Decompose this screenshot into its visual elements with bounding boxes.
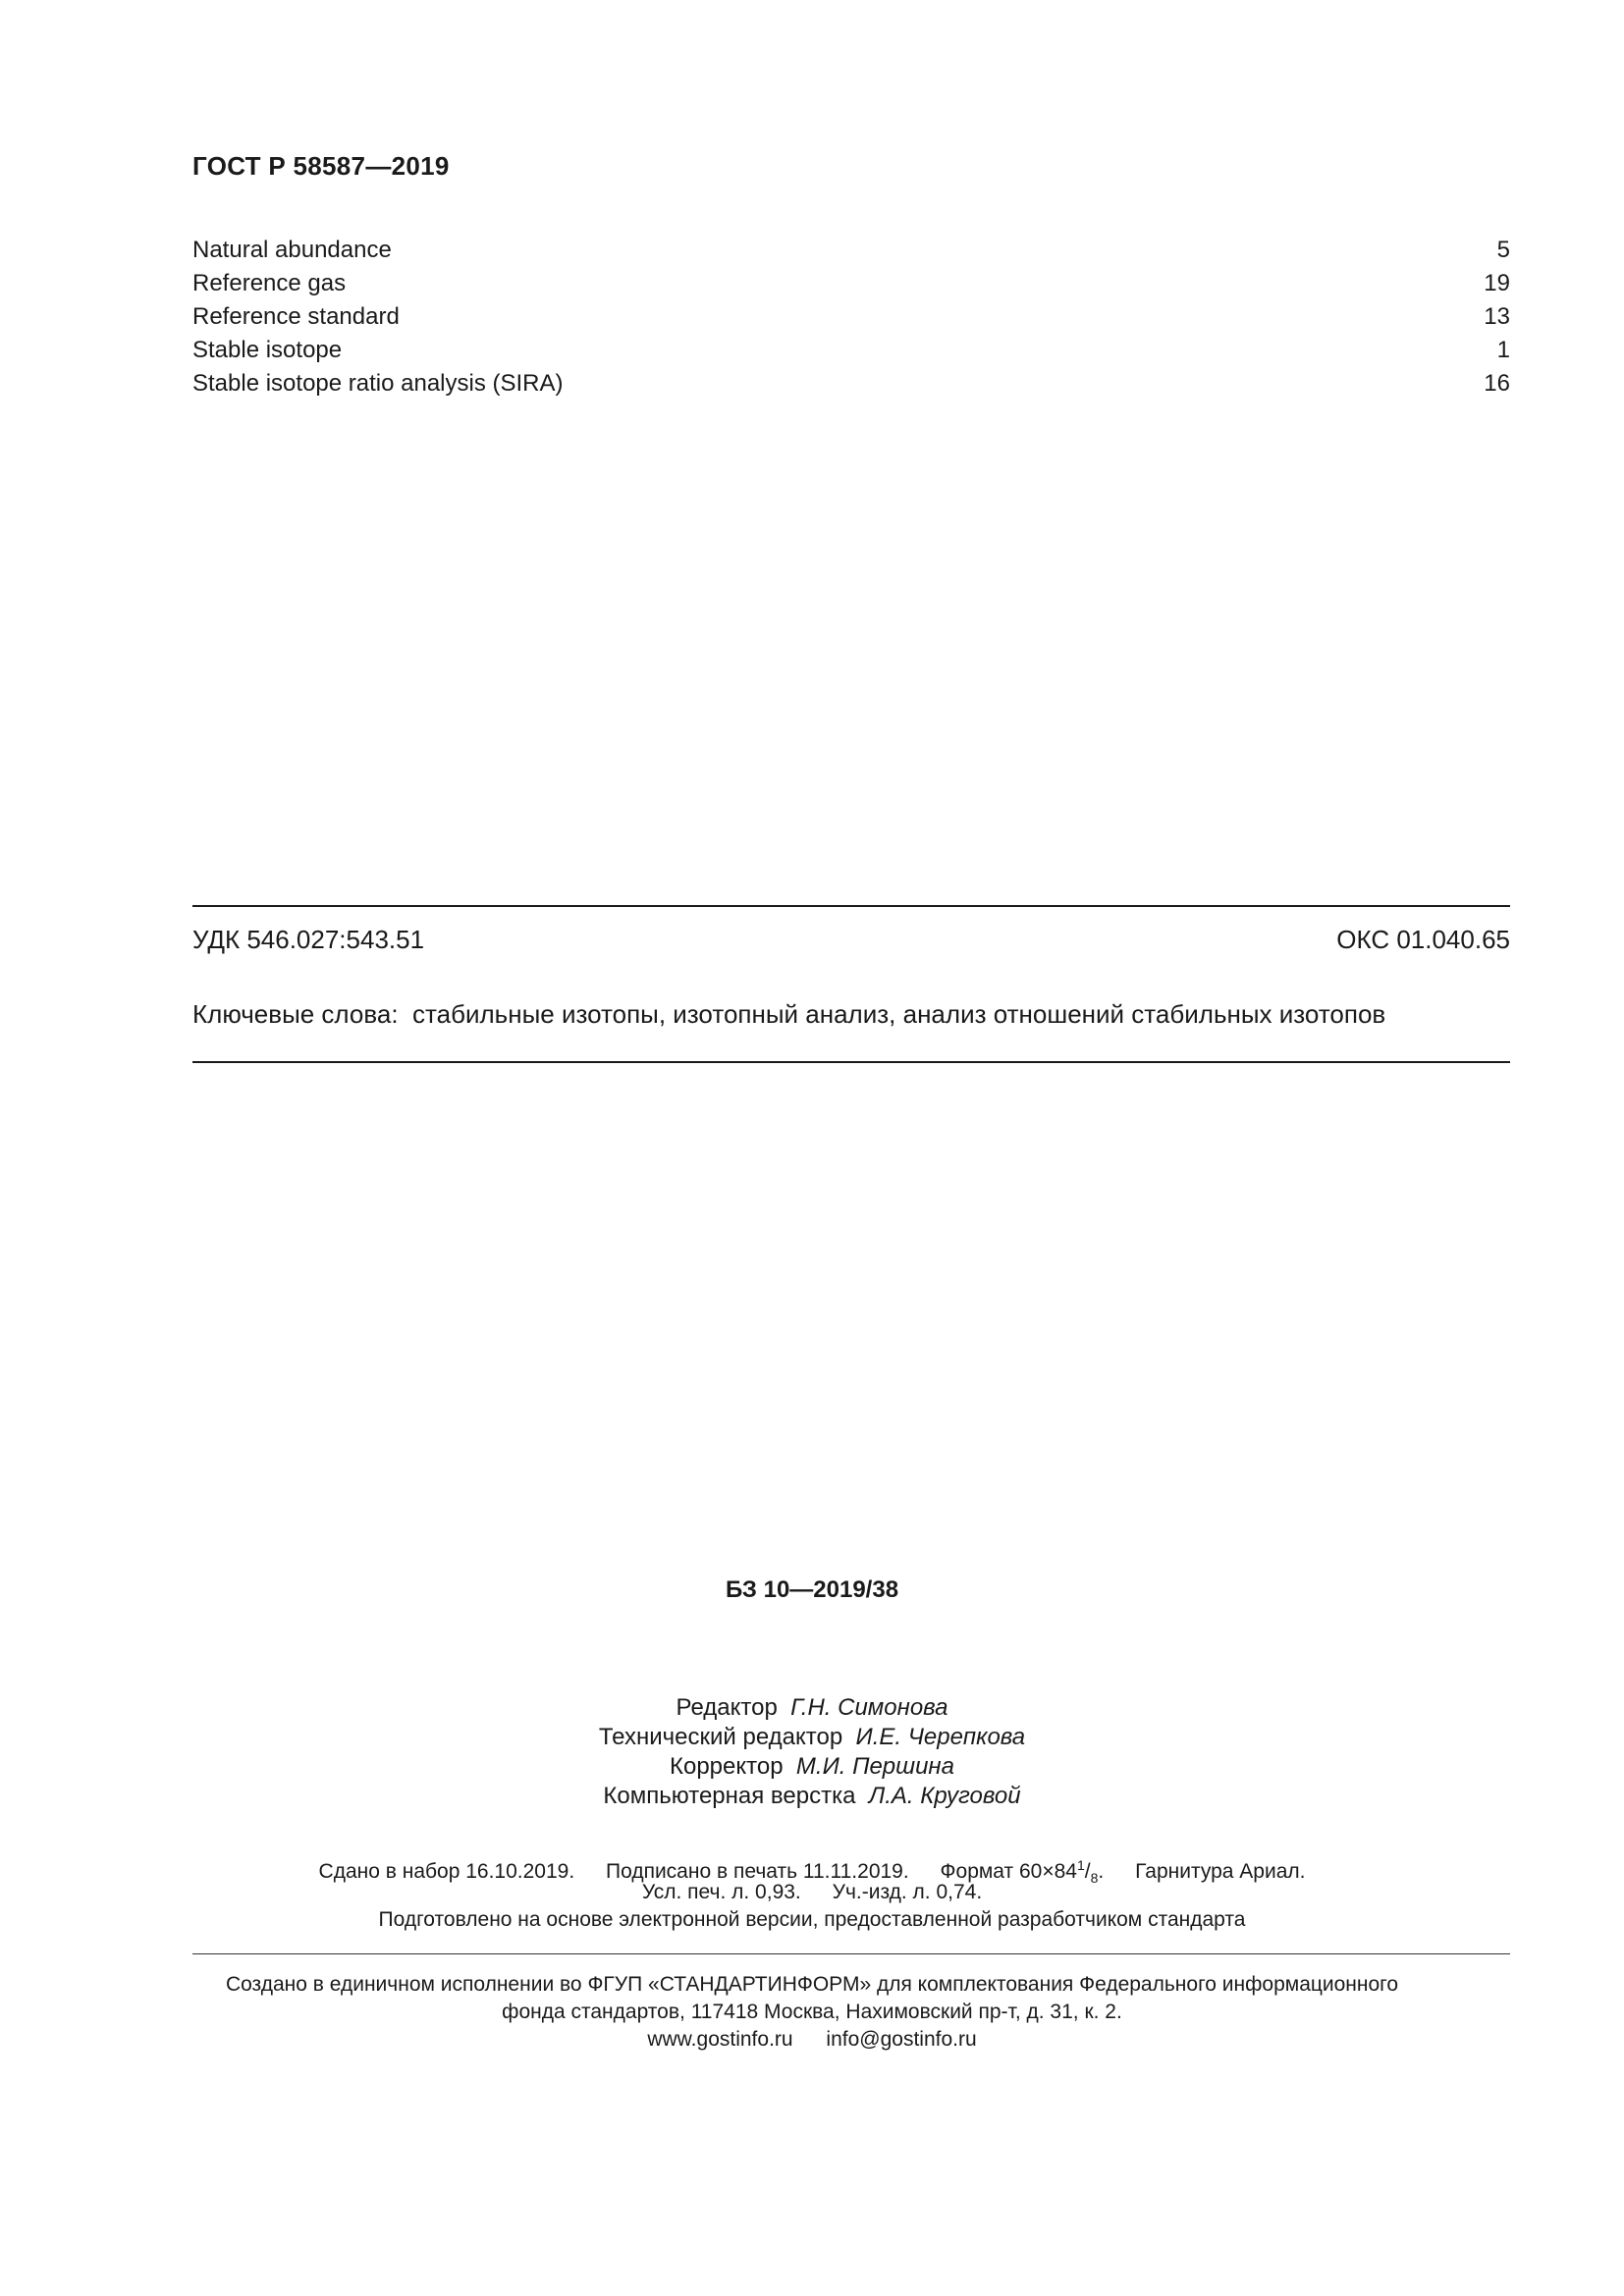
publication-info bbox=[0, 1851, 1624, 1934]
email-link[interactable]: info@gostinfo.ru bbox=[826, 2028, 977, 2051]
website-link[interactable]: www.gostinfo.ru bbox=[647, 2028, 793, 2051]
index-row bbox=[192, 300, 1510, 334]
index-page: 19 bbox=[1484, 270, 1510, 296]
index-row bbox=[192, 334, 1510, 367]
footer-divider bbox=[192, 1953, 1510, 1954]
credit-line bbox=[0, 1723, 1624, 1752]
keywords bbox=[192, 999, 1510, 1030]
credit-name: Л.А. Круговой bbox=[868, 1783, 1021, 1809]
publication-line bbox=[0, 1851, 1624, 1887]
edition-sheets: Уч.-изд. л. 0,74. bbox=[832, 1881, 983, 1903]
document-code: ГОСТ Р 58587—2019 bbox=[192, 151, 450, 181]
credits-block bbox=[0, 1693, 1624, 1811]
credit-line bbox=[0, 1782, 1624, 1811]
alphabetical-index bbox=[192, 234, 1510, 400]
index-page: 16 bbox=[1484, 370, 1510, 397]
publisher-footer bbox=[0, 1971, 1624, 2054]
index-page: 5 bbox=[1496, 237, 1510, 263]
index-row bbox=[192, 234, 1510, 267]
credit-name: И.Е. Черепкова bbox=[855, 1724, 1026, 1750]
index-term: Natural abundance bbox=[192, 237, 392, 263]
keywords-label: Ключевые слова: bbox=[192, 999, 399, 1029]
bz-number: БЗ 10—2019/38 bbox=[725, 1576, 899, 1603]
keywords-divider bbox=[192, 1061, 1510, 1063]
paper-format: Формат $60\times 84^1/_8$. bbox=[940, 1857, 1105, 1887]
credit-role: Редактор bbox=[676, 1694, 778, 1721]
credit-name: М.И. Першина bbox=[795, 1753, 954, 1780]
credit-name: Г.Н. Симонова bbox=[790, 1694, 948, 1721]
udk-code: УДК 546.027:543.51 bbox=[192, 925, 425, 954]
footer-contacts bbox=[0, 2026, 1624, 2054]
index-page: 1 bbox=[1496, 337, 1510, 363]
keywords-text: стабильные изотопы, изотопный анализ, анализ отношений стабильных изотопов bbox=[412, 999, 1386, 1029]
index-term: Reference standard bbox=[192, 303, 400, 330]
typeface: Гарнитура Ариал. bbox=[1135, 1860, 1306, 1883]
signed-date: Подписано в печать 11.11.2019. bbox=[606, 1860, 909, 1883]
credit-role: Компьютерная верстка bbox=[603, 1783, 856, 1809]
index-term: Stable isotope bbox=[192, 337, 343, 363]
credit-role: Корректор bbox=[670, 1753, 784, 1780]
index-term: Stable isotope ratio analysis (SIRA) bbox=[192, 370, 564, 397]
prepared-note: Подготовлено на основе электронной версии, предоставленной разработчиком стандарта bbox=[378, 1908, 1246, 1931]
footer-line: Создано в единичном исполнении во ФГУП «СТАНДАРТИНФОРМ» для комплектования Федерального информационного bbox=[225, 1973, 1399, 1996]
print-sheets: Усл. печ. л. 0,93. bbox=[641, 1881, 801, 1903]
classification-row bbox=[192, 925, 1510, 955]
index-row bbox=[192, 267, 1510, 300]
submitted-date: Сдано в набор 16.10.2019. bbox=[318, 1860, 575, 1883]
index-term: Reference gas bbox=[192, 270, 347, 296]
index-page: 13 bbox=[1484, 303, 1510, 330]
index-row bbox=[192, 367, 1510, 400]
publication-line bbox=[0, 1879, 1624, 1906]
credit-role: Технический редактор bbox=[598, 1724, 843, 1750]
credit-line bbox=[0, 1752, 1624, 1782]
top-divider bbox=[192, 905, 1510, 907]
credit-line bbox=[0, 1693, 1624, 1723]
oks-code: ОКС 01.040.65 bbox=[1336, 925, 1510, 954]
footer-line: фонда стандартов, 117418 Москва, Нахимовский пр-т, д. 31, к. 2. bbox=[502, 2001, 1122, 2023]
